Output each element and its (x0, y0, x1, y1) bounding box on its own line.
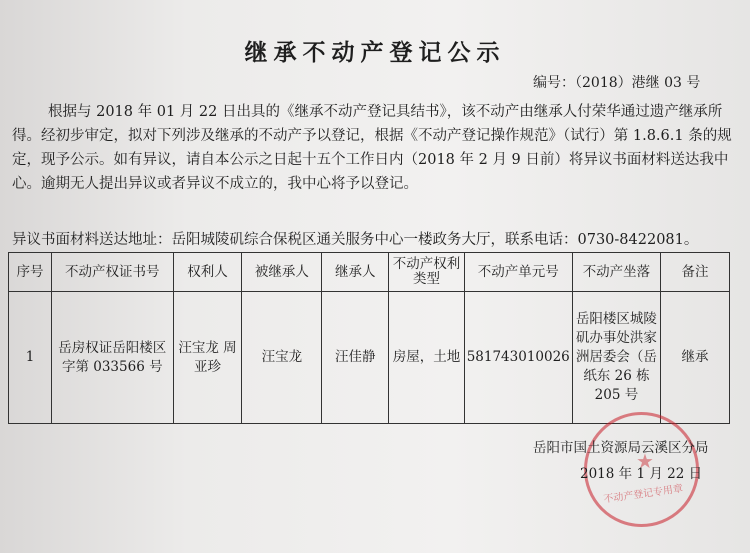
notice-body-paragraph (12, 100, 732, 196)
header-index: 序号 (9, 253, 52, 292)
document-number: 编号：（2018）港继 03 号 (533, 75, 701, 91)
cell-right-holder: 汪宝龙 周亚珍 (173, 292, 242, 424)
table-row (9, 292, 730, 424)
cell-location: 岳阳楼区城陵矶办事处洪家洲居委会（岳纸东 26 栋 205 号 (572, 292, 660, 424)
table-header-row (9, 253, 730, 292)
cell-unit-no: 581743010026 (464, 292, 572, 424)
cell-certificate-no: 岳房权证岳阳楼区字第 033566 号 (51, 292, 173, 424)
seal-star-icon: ★ (636, 449, 654, 473)
header-certificate-no: 不动产权证书号 (51, 253, 173, 292)
header-decedent: 被继承人 (242, 253, 322, 292)
header-unit-no: 不动产单元号 (464, 253, 572, 292)
cell-remarks: 继承 (661, 292, 730, 424)
cell-decedent: 汪宝龙 (242, 292, 322, 424)
issuing-agency: 岳阳市国土资源局云溪区分局 (533, 440, 709, 456)
header-heir: 继承人 (322, 253, 389, 292)
cell-heir: 汪佳静 (322, 292, 389, 424)
header-right-holder: 权利人 (173, 253, 242, 292)
cell-right-type: 房屋，土地 (389, 292, 464, 424)
notice-body-text: 根据与 2018 年 01 月 22 日出具的《继承不动产登记具结书》，该不动产由继承人付荣华通过遗产继承所得。经初步审定，拟对下列涉及继承的不动产予以登记，根据《不动产登记操作规范》（试行）第 1.8.6.1 条的规定，现予公示。如有异议，请自本公示之日起十五个工作日内（2018 年 2 月 9 日前）将异议书面材料送达我中心。逾期无人提出异议或者异议不成立的，我中心将予以登记。 (12, 104, 732, 192)
cell-index: 1 (9, 292, 52, 424)
issue-date: 2018 年 1 月 22 日 (580, 466, 703, 482)
header-remarks: 备注 (661, 253, 730, 292)
inheritance-table (8, 252, 730, 424)
header-location: 不动产坐落 (572, 253, 660, 292)
seal-text: 不动产登记专用章 (602, 483, 684, 506)
notice-title: 继承不动产登记公示 (244, 39, 506, 66)
objection-address: 异议书面材料送达地址：岳阳城陵矶综合保税区通关服务中心一楼政务大厅，联系电话：0730-8422081。 (12, 232, 699, 248)
header-right-type: 不动产权利类型 (389, 253, 464, 292)
